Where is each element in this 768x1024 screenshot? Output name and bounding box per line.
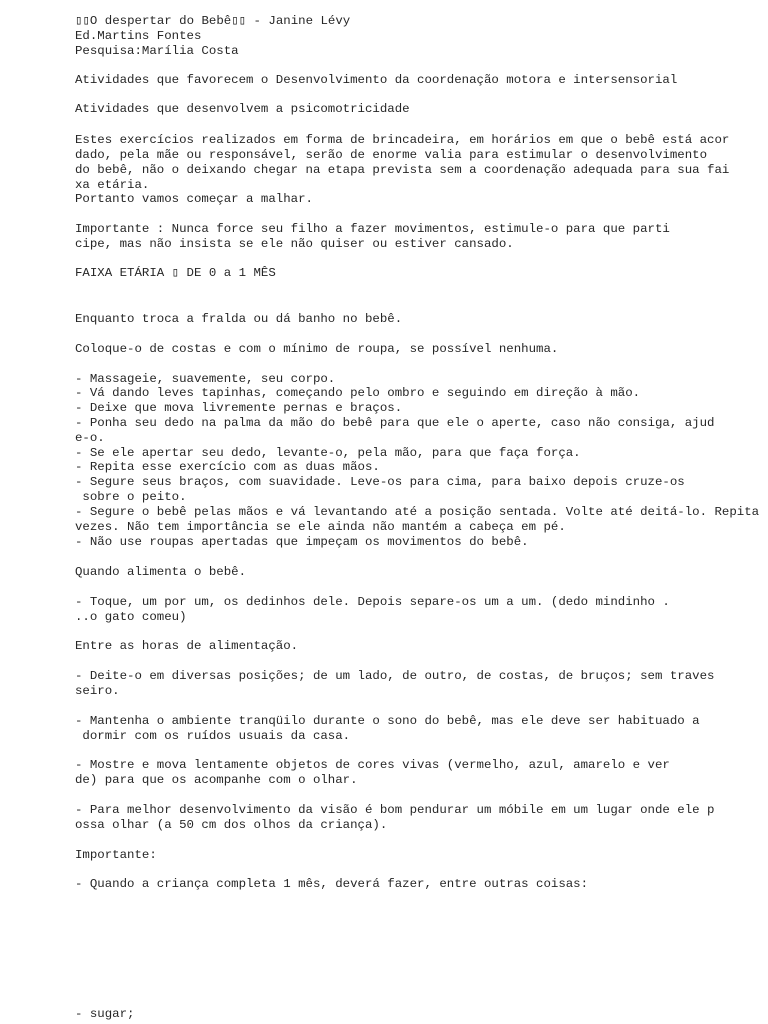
list-item: seiro. bbox=[75, 684, 120, 698]
list-item: - Segure o bebê pelas mãos e vá levantando até a posição sentada. Volte até deitá-lo. Repita bbox=[75, 505, 760, 519]
list-item: - Ponha seu dedo na palma da mão do bebê para que ele o aperte, caso não consiga, ajud bbox=[75, 416, 715, 430]
list-item: - Mantenha o ambiente tranqüilo durante o sono do bebê, mas ele deve ser habituado a bbox=[75, 714, 700, 728]
list-item: - Toque, um por um, os dedinhos dele. Depois separe-os um a um. (dedo mindinho . bbox=[75, 595, 670, 609]
list-item: - Quando a criança completa 1 mês, deverá fazer, entre outras coisas: bbox=[75, 877, 589, 891]
list-item: - sugar; bbox=[75, 1007, 135, 1021]
important-note: cipe, mas não insista se ele não quiser ou estiver cansado. bbox=[75, 237, 514, 251]
list-item: - Deixe que mova livremente pernas e braços. bbox=[75, 401, 403, 415]
list-item: ossa olhar (a 50 cm dos olhos da criança). bbox=[75, 818, 388, 832]
important-note: Importante : Nunca force seu filho a fazer movimentos, estimule-o para que parti bbox=[75, 222, 670, 236]
research-line: Pesquisa:Marília Costa bbox=[75, 44, 239, 58]
list-item: - Não use roupas apertadas que impeçam os movimentos do bebê. bbox=[75, 535, 529, 549]
list-item: - Segure seus braços, com suavidade. Leve-os para cima, para baixo depois cruze-os bbox=[75, 475, 685, 489]
paragraph-line: Coloque-o de costas e com o mínimo de roupa, se possível nenhuma. bbox=[75, 342, 559, 356]
list-item: dormir com os ruídos usuais da casa. bbox=[75, 729, 351, 743]
paragraph-line: xa etária. bbox=[75, 178, 150, 192]
subheading: Enquanto troca a fralda ou dá banho no bebê. bbox=[75, 312, 403, 326]
list-item: e-o. bbox=[75, 431, 105, 445]
paragraph-line: dado, pela mãe ou responsável, serão de enorme valia para estimular o desenvolvimento bbox=[75, 148, 708, 162]
paragraph-line: Portanto vamos começar a malhar. bbox=[75, 192, 313, 206]
doc-title: ▯▯O despertar do Bebê▯▯ - Janine Lévy bbox=[75, 14, 351, 28]
list-item: ..o gato comeu) bbox=[75, 610, 187, 624]
paragraph-line: do bebê, não o deixando chegar na etapa prevista sem a coordenação adequada para sua fai bbox=[75, 163, 730, 177]
list-item: - Vá dando leves tapinhas, começando pelo ombro e seguindo em direção à mão. bbox=[75, 386, 641, 400]
list-item: - Repita esse exercício com as duas mãos. bbox=[75, 460, 380, 474]
list-item: - Massageie, suavemente, seu corpo. bbox=[75, 372, 336, 386]
list-item: sobre o peito. bbox=[75, 490, 187, 504]
list-item: vezes. Não tem importância se ele ainda não mantém a cabeça em pé. bbox=[75, 520, 566, 534]
age-range-heading: FAIXA ETÁRIA ▯ DE 0 a 1 MÊS bbox=[75, 266, 276, 280]
subheading: Entre as horas de alimentação. bbox=[75, 639, 299, 653]
list-item: - Mostre e mova lentamente objetos de cores vivas (vermelho, azul, amarelo e ver bbox=[75, 758, 670, 772]
list-item: de) para que os acompanhe com o olhar. bbox=[75, 773, 358, 787]
paragraph-line: Estes exercícios realizados em forma de brincadeira, em horários em que o bebê está acor bbox=[75, 133, 730, 147]
section-heading: Atividades que favorecem o Desenvolvimento da coordenação motora e intersensorial bbox=[75, 73, 678, 87]
list-item: - Deite-o em diversas posições; de um lado, de outro, de costas, de bruços; sem traves bbox=[75, 669, 715, 683]
list-item: - Se ele apertar seu dedo, levante-o, pela mão, para que faça força. bbox=[75, 446, 581, 460]
subheading: Quando alimenta o bebê. bbox=[75, 565, 247, 579]
list-item: - Para melhor desenvolvimento da visão é bom pendurar um móbile em um lugar onde ele p bbox=[75, 803, 715, 817]
subheading: Importante: bbox=[75, 848, 157, 862]
section-heading: Atividades que desenvolvem a psicomotricidade bbox=[75, 102, 410, 116]
publisher-line: Ed.Martins Fontes bbox=[75, 29, 202, 43]
